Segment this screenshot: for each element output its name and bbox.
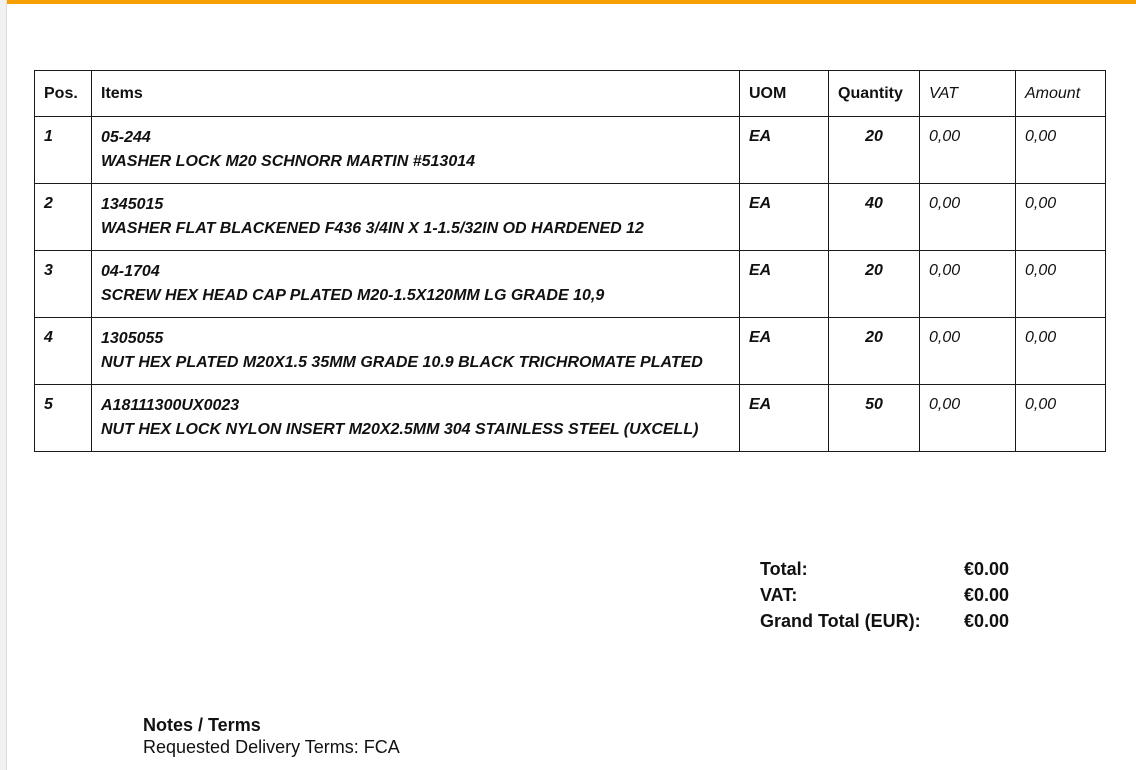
items-table — [34, 70, 1106, 452]
item-description: WASHER LOCK M20 SCHNORR MARTIN #513014 — [101, 153, 476, 170]
item-description: NUT HEX PLATED M20X1.5 35MM GRADE 10.9 BLACK TRICHROMATE PLATED — [101, 354, 703, 371]
cell-quantity: 50 — [829, 385, 920, 452]
table-row — [35, 117, 1106, 184]
cell-item — [92, 251, 740, 318]
cell-vat: 0,00 — [920, 318, 1016, 385]
cell-item — [92, 318, 740, 385]
table-header-row — [35, 71, 1106, 117]
cell-pos: 2 — [35, 184, 92, 251]
col-header-quantity: Quantity — [829, 71, 920, 117]
table-row — [35, 184, 1106, 251]
vat-value: €0.00 — [964, 584, 1010, 605]
item-code: 05-244 — [101, 129, 151, 146]
cell-amount: 0,00 — [1016, 184, 1106, 251]
cell-quantity: 20 — [829, 251, 920, 318]
total-label: Total: — [760, 558, 808, 579]
item-code: A18111300UX0023 — [101, 397, 240, 414]
item-code: 1305055 — [101, 330, 164, 347]
cell-uom: EA — [740, 318, 829, 385]
total-value: €0.00 — [964, 558, 1010, 579]
notes-title: Notes / Terms — [143, 715, 261, 735]
grand-total-row — [760, 608, 1009, 634]
col-header-amount: Amount — [1016, 71, 1106, 117]
cell-pos: 3 — [35, 251, 92, 318]
col-header-pos: Pos. — [35, 71, 92, 117]
cell-vat: 0,00 — [920, 385, 1016, 452]
cell-vat: 0,00 — [920, 117, 1016, 184]
item-description: WASHER FLAT BLACKENED F436 3/4IN X 1-1.5/32IN OD HARDENED 12 — [101, 220, 644, 237]
cell-item — [92, 117, 740, 184]
cell-amount: 0,00 — [1016, 318, 1106, 385]
grand-total-label: Grand Total (EUR): — [760, 610, 921, 631]
cell-vat: 0,00 — [920, 251, 1016, 318]
cell-vat: 0,00 — [920, 184, 1016, 251]
cell-quantity: 20 — [829, 117, 920, 184]
vat-label: VAT: — [760, 584, 798, 605]
cell-pos: 5 — [35, 385, 92, 452]
cell-quantity: 20 — [829, 318, 920, 385]
item-code: 1345015 — [101, 196, 164, 213]
grand-total-value: €0.00 — [964, 610, 1010, 631]
cell-quantity: 40 — [829, 184, 920, 251]
item-description: NUT HEX LOCK NYLON INSERT M20X2.5MM 304 STAINLESS STEEL (UXCELL) — [101, 421, 699, 438]
cell-amount: 0,00 — [1016, 385, 1106, 452]
total-row — [760, 556, 1009, 582]
cell-uom: EA — [740, 385, 829, 452]
cell-uom: EA — [740, 117, 829, 184]
cell-amount: 0,00 — [1016, 117, 1106, 184]
cell-uom: EA — [740, 184, 829, 251]
item-description: SCREW HEX HEAD CAP PLATED M20-1.5X120MM LG GRADE 10,9 — [101, 287, 605, 304]
cell-pos: 4 — [35, 318, 92, 385]
col-header-uom: UOM — [740, 71, 829, 117]
col-header-items: Items — [92, 71, 740, 117]
col-header-vat: VAT — [920, 71, 1016, 117]
table-row — [35, 251, 1106, 318]
cell-item — [92, 184, 740, 251]
notes-text: Requested Delivery Terms: FCA — [143, 737, 400, 757]
totals-block — [760, 556, 1009, 634]
table-row — [35, 385, 1106, 452]
item-code: 04-1704 — [101, 263, 160, 280]
vat-row — [760, 582, 1009, 608]
cell-pos: 1 — [35, 117, 92, 184]
cell-item — [92, 385, 740, 452]
cell-uom: EA — [740, 251, 829, 318]
cell-amount: 0,00 — [1016, 251, 1106, 318]
notes-section — [143, 714, 400, 758]
document-page — [6, 0, 1136, 770]
accent-bar — [7, 0, 1136, 4]
table-row — [35, 318, 1106, 385]
